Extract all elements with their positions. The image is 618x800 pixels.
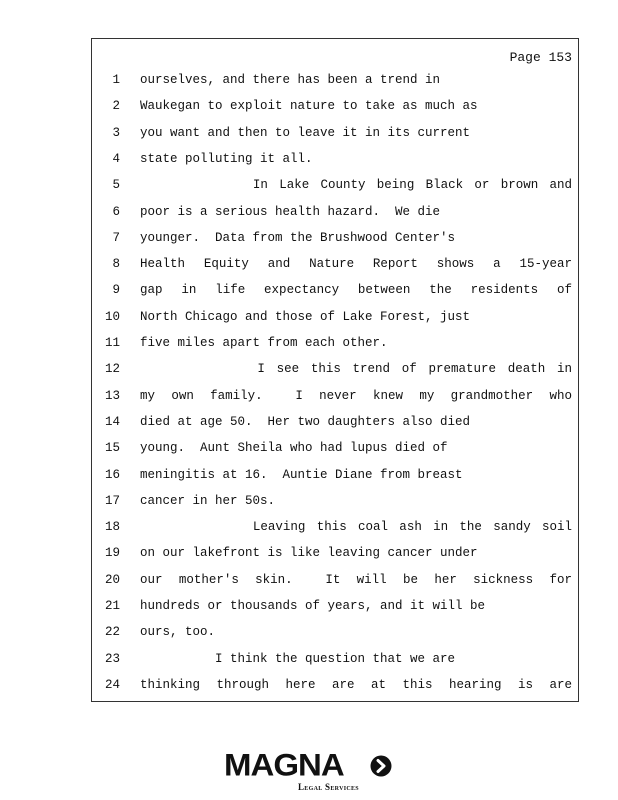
line-number: 4 <box>112 151 120 166</box>
line-text: cancer in her 50s. <box>140 493 276 508</box>
line-number: 11 <box>104 336 120 350</box>
line-number: 10 <box>104 309 120 324</box>
line-text: hundreds or thousands of years, and it will be <box>140 599 486 613</box>
transcript-line <box>92 493 578 509</box>
line-text: I see this trend of premature death in <box>140 362 573 377</box>
magna-legal-services-logo <box>224 748 396 792</box>
line-number: 6 <box>112 204 120 219</box>
line-text: I think the question that we are <box>140 651 456 666</box>
transcript-line <box>92 204 578 220</box>
transcript-line <box>92 651 578 667</box>
line-number: 7 <box>112 230 120 245</box>
line-text: gap in life expectancy between the residents of <box>140 283 572 298</box>
line-number: 21 <box>104 599 120 613</box>
logo-subtitle: Legal Services <box>298 782 359 792</box>
transcript-line <box>92 309 578 325</box>
transcript-line <box>92 598 578 614</box>
line-number: 8 <box>112 257 120 272</box>
logo-wordmark: MAGNA <box>224 747 344 783</box>
line-number: 12 <box>104 362 120 377</box>
line-number: 16 <box>104 467 120 482</box>
transcript-line <box>92 361 578 377</box>
transcript-line <box>92 519 578 535</box>
line-text: state polluting it all. <box>140 151 313 166</box>
line-text: young. Aunt Sheila who had lupus died of <box>140 441 448 456</box>
transcript-line <box>92 282 578 298</box>
line-number: 13 <box>104 388 120 403</box>
line-number: 18 <box>104 520 120 535</box>
line-text: Health Equity and Nature Report shows a 15-year <box>140 257 572 272</box>
line-text: Waukegan to exploit nature to take as much as <box>140 99 478 114</box>
transcript-line <box>92 624 578 640</box>
line-text: ours, too. <box>140 625 216 640</box>
line-number: 20 <box>104 572 120 587</box>
transcript-line <box>92 125 578 141</box>
transcript-line <box>92 414 578 430</box>
line-text: my own family. I never knew my grandmother who <box>140 388 572 403</box>
transcript-line <box>92 335 578 351</box>
transcript-line <box>92 151 578 167</box>
line-text: Leaving this coal ash in the sandy soil <box>140 520 572 535</box>
line-text: our mother's skin. It will be her sickness for <box>140 572 572 587</box>
line-number: 14 <box>104 414 120 429</box>
line-text: poor is a serious health hazard. We die <box>140 204 441 219</box>
line-number: 1 <box>112 73 120 87</box>
line-number: 24 <box>104 677 120 692</box>
line-number: 15 <box>104 441 120 456</box>
line-number: 22 <box>104 625 120 640</box>
line-number: 5 <box>112 178 120 193</box>
transcript-line <box>92 72 578 88</box>
line-text: North Chicago and those of Lake Forest, just <box>140 309 471 324</box>
line-text: on our lakefront is like leaving cancer under <box>140 546 478 561</box>
line-number: 19 <box>104 546 120 561</box>
line-text: five miles apart from each other. <box>140 336 388 350</box>
transcript-line <box>92 230 578 246</box>
line-text: died at age 50. Her two daughters also died <box>140 414 471 429</box>
line-number: 17 <box>104 493 120 508</box>
chevron-right-circle-icon <box>370 755 392 777</box>
transcript-line <box>92 572 578 588</box>
transcript-line <box>92 545 578 561</box>
line-number: 9 <box>112 283 120 298</box>
line-text: In Lake County being Black or brown and <box>140 178 572 193</box>
page-number-label: Page 153 <box>509 50 572 65</box>
line-text: ourselves, and there has been a trend in <box>140 73 441 87</box>
transcript-line <box>92 388 578 404</box>
transcript-line <box>92 677 578 693</box>
line-text: meningitis at 16. Auntie Diane from breast <box>140 467 463 482</box>
transcript-line <box>92 256 578 272</box>
transcript-line <box>92 440 578 456</box>
line-number: 23 <box>104 651 120 666</box>
transcript-line <box>92 177 578 193</box>
transcript-line <box>92 467 578 483</box>
line-number: 3 <box>112 125 120 140</box>
line-text: thinking through here are at this hearing is are <box>140 677 572 692</box>
line-number: 2 <box>112 99 120 114</box>
line-text: you want and then to leave it in its current <box>140 125 471 140</box>
line-text: younger. Data from the Brushwood Center's <box>140 230 456 245</box>
transcript-line <box>92 98 578 114</box>
transcript-page <box>91 38 579 702</box>
